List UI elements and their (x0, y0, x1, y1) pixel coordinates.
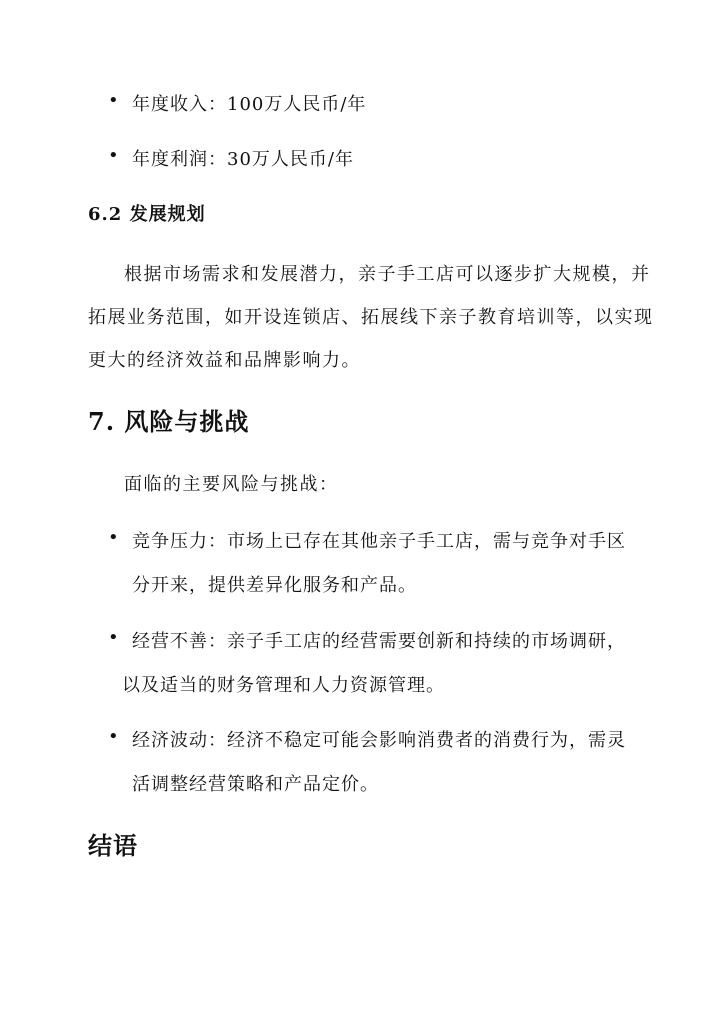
risk-line-2: 分开来，提供差异化服务和产品。 (132, 575, 417, 596)
profit-text: 年度利润：30万人民币/年 (132, 149, 354, 170)
bullet-icon: • (108, 527, 120, 548)
section-7-heading: 7. 风险与挑战 (88, 407, 250, 436)
conclusion-heading: 结语 (88, 831, 138, 860)
bullet-icon: • (108, 726, 120, 747)
risk-line-2: 以及适当的财务管理和人力资源管理。 (122, 675, 445, 696)
section-7-intro: 面临的主要风险与挑战： (124, 474, 339, 495)
section-6-2-heading: 6.2 发展规划 (88, 204, 206, 225)
bullet-icon: • (108, 90, 120, 111)
income-text: 年度收入：100万人民币/年 (132, 94, 367, 115)
risk-line-1: 经营不善：亲子手工店的经营需要创新和持续的市场调研， (132, 631, 626, 652)
paragraph-line: 拓展业务范围，如开设连锁店、拓展线下亲子教育培训等，以实现 (88, 307, 654, 328)
risk-bullet (108, 726, 628, 806)
risk-bullet (108, 627, 628, 707)
risk-line-1: 竞争压力：市场上已存在其他亲子手工店，需与竞争对手区 (132, 531, 626, 552)
paragraph-line: 根据市场需求和发展潜力，亲子手工店可以逐步扩大规模，并 (124, 264, 651, 285)
paragraph-line: 更大的经济效益和品牌影响力。 (88, 350, 361, 371)
risk-line-2: 活调整经营策略和产品定价。 (132, 774, 379, 795)
bullet-icon: • (108, 145, 120, 166)
bullet-icon: • (108, 627, 120, 648)
risk-line-1: 经济波动：经济不稳定可能会影响消费者的消费行为，需灵 (132, 730, 626, 751)
risk-bullet (108, 527, 628, 607)
